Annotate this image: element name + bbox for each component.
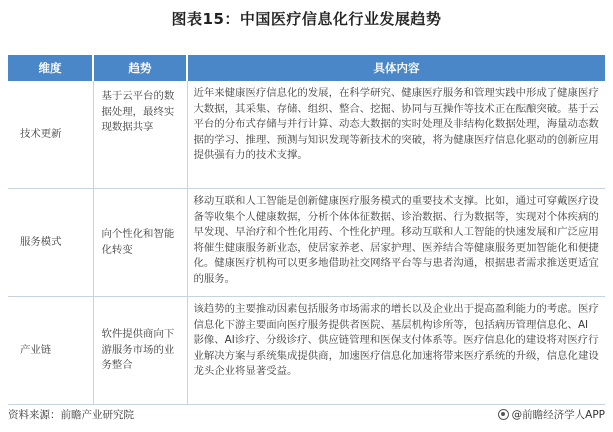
cell-content: 移动互联和人工智能是创新健康医疗服务模式的重要技术支撑。比如，通过可穿戴医疗设备等收集个人健康数据，分析个体体征数据、诊治数据、行为数据等，实现对个体疾病的早发现、早治疗和个性化用药、个性化护理。移动互联和人工智能的快速发展和广泛应用将催生健康服务新业态，使居家养老、居家护理、医养结合等健康服务更加智能化和便捷化。健康医疗机构可以更多地借助社交网络平台等与患者沟通，根据患者需求推送更适宜的服务。 [187,189,605,297]
column-header-content: 具体内容 [187,55,605,81]
brand-credit [498,407,605,422]
table-row [8,81,605,189]
brand-label: @前瞻经济学人APP [511,409,605,421]
table-header-row [8,55,605,81]
table-row [8,297,605,405]
column-header-trend: 趋势 [93,55,187,81]
trend-table [8,55,605,405]
cell-trend: 向个性化和智能化转变 [93,189,187,297]
cell-dimension: 产业链 [8,297,93,405]
column-header-dimension: 维度 [8,55,93,81]
page-title: 图表15：中国医疗信息化行业发展趋势 [171,10,442,28]
cell-trend: 软件提供商向下游服务市场的业务整合 [93,297,187,405]
cell-dimension: 技术更新 [8,81,93,189]
source-note: 资料来源：前瞻产业研究院 [8,409,134,421]
brand-logo-icon [498,409,509,420]
cell-content: 近年来健康医疗信息化的发展，在科学研究、健康医疗服务和管理实践中形成了健康医疗大数据，其采集、存储、组织、整合、挖掘、协同与互操作等技术正在酝酿突破。基于云平台的分布式存储与并行计算、动态大数据的实时处理及非结构化数据处理，海量动态数据的学习、推理、预测与知识发现等新技术的突破，将为健康医疗信息化驱动的创新应用提供强有力的技术支撑。 [187,81,605,189]
cell-content: 该趋势的主要推动因素包括服务市场需求的增长以及企业出于提高盈利能力的考虑。医疗信息化下游主要面向医疗服务提供者医院、基层机构诊所等，包括病历管理信息化、AI 影像、AI诊疗、分级诊疗、供应链管理和医保支付体系等。医疗信息化的建设将对医疗行业解决方案与系统集成提供商，加速医疗信息化加速将带来医疗系统的升级，信息化建设龙头企业将显著受益。 [187,297,605,405]
cell-dimension: 服务模式 [8,189,93,297]
table-row [8,189,605,297]
cell-trend: 基于云平台的数据处理，最终实现数据共享 [93,81,187,189]
